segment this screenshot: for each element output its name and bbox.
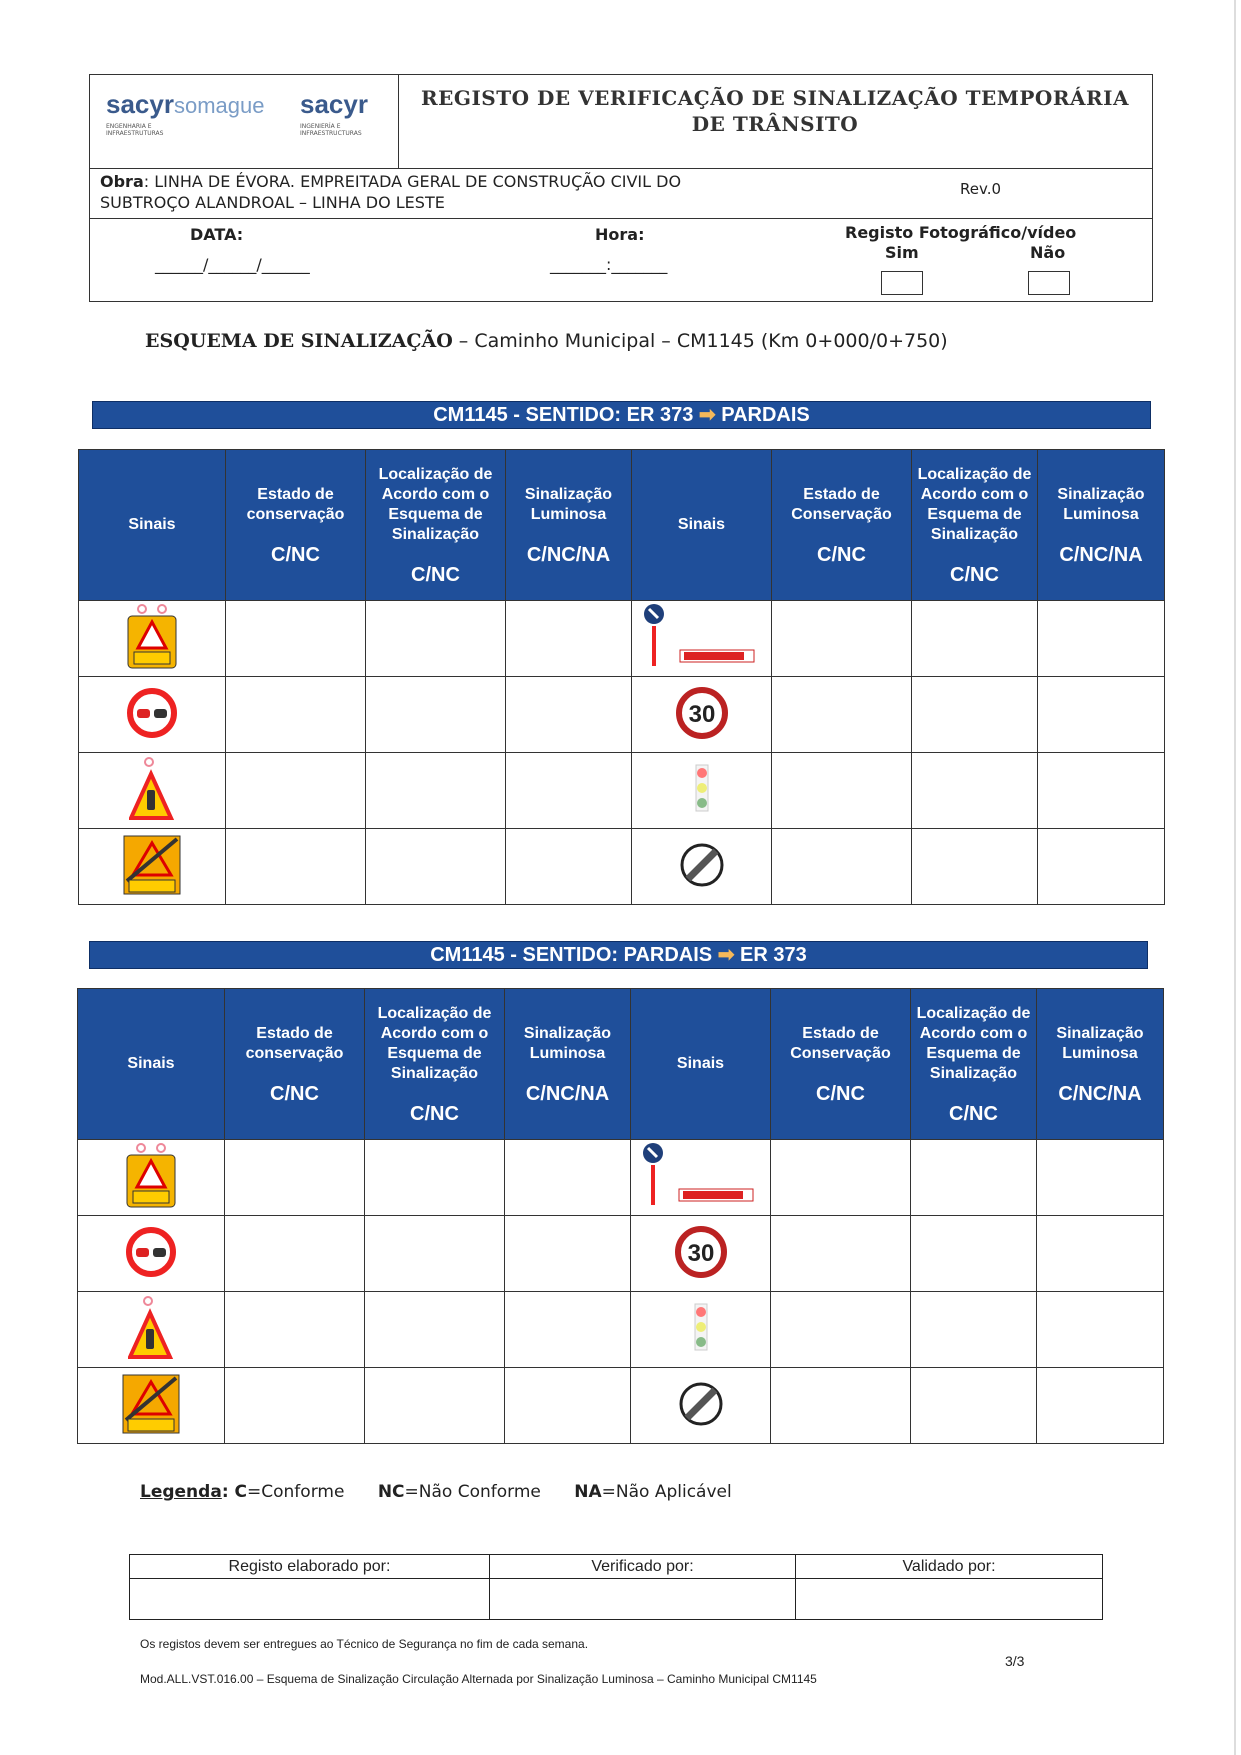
check-cell[interactable] [1037,1292,1164,1368]
check-cell[interactable] [1038,753,1165,829]
check-cell[interactable] [365,1140,505,1216]
table-row [79,677,1165,753]
check-cell[interactable] [771,1292,911,1368]
table-row [79,753,1165,829]
traffic-light-icon [692,1338,710,1357]
check-cell[interactable] [911,1368,1037,1444]
speed-limit-30-sign-icon [675,700,729,744]
check-cell[interactable] [225,1140,365,1216]
verificado-field[interactable] [490,1579,796,1620]
check-cell[interactable] [506,829,632,905]
check-cell[interactable] [912,677,1038,753]
elaborado-field[interactable] [130,1579,490,1620]
table-row [78,1140,1164,1216]
check-cell[interactable] [505,1292,631,1368]
sign-cell [79,601,226,677]
no-overtaking-sign-icon [125,1263,177,1282]
check-cell[interactable] [912,601,1038,677]
logo-subtitle: ENGENHARIA E INFRAESTRUTURAS [106,123,164,137]
sign-cell [632,601,772,677]
check-cell[interactable] [912,753,1038,829]
check-cell[interactable] [226,677,366,753]
column-header: Estado de conservação C/NC [225,989,365,1140]
page-edge [1234,0,1236,1755]
end-of-works-sign-icon [122,1419,180,1438]
sign-cell [79,753,226,829]
column-header: Sinalização Luminosa C/NC/NA [1037,989,1164,1140]
sign-cell [631,1140,771,1216]
check-cell[interactable] [772,601,912,677]
check-cell[interactable] [1038,677,1165,753]
validado-header: Validado por: [796,1555,1103,1579]
logo-subtitle: INGENIERÍA E INFRAESTRUCTURAS [300,123,362,137]
page-number: 3/3 [1005,1653,1025,1669]
circulacao-alternada-sign-icon [125,1194,177,1213]
check-cell[interactable] [366,677,506,753]
check-cell[interactable] [225,1216,365,1292]
check-cell[interactable] [771,1368,911,1444]
table-row [78,1216,1164,1292]
table-row [79,601,1165,677]
column-header: Sinais [632,450,772,601]
column-header: Sinais [79,450,226,601]
check-cell[interactable] [911,1292,1037,1368]
check-cell[interactable] [772,677,912,753]
sign-cell [79,677,226,753]
column-header: Estado de Conservação C/NC [771,989,911,1140]
traffic-light-warning-sign-icon [129,807,175,826]
nao-checkbox[interactable] [1028,271,1070,295]
column-header: Sinais [78,989,225,1140]
legend: Legenda: C=Conforme NC=Não Conforme NA=Não Aplicável [140,1482,732,1502]
column-header: Localização de Acordo com o Esquema de Sinalização C/NC [911,989,1037,1140]
end-of-restrictions-sign-icon [679,873,725,892]
check-cell[interactable] [1038,829,1165,905]
check-cell[interactable] [772,829,912,905]
arrow-right-icon: ➡ [698,404,716,426]
check-cell[interactable] [911,1140,1037,1216]
check-cell[interactable] [505,1368,631,1444]
elaborado-header: Registo elaborado por: [130,1555,490,1579]
form-title: REGISTO DE VERIFICAÇÃO DE SINALIZAÇÃO TEMPORÁRIA DE TRÂNSITO [421,86,1129,136]
date-field[interactable]: ______/______/______ [155,255,310,274]
check-cell[interactable] [506,677,632,753]
end-of-restrictions-sign-icon [678,1412,724,1431]
speed-limit-30-sign-icon [674,1239,728,1283]
time-field[interactable]: _______:_______ [550,255,668,274]
verification-table [77,988,1164,1444]
circulacao-alternada-sign-icon [126,655,178,674]
check-cell[interactable] [911,1216,1037,1292]
sign-cell [78,1292,225,1368]
sign-cell [631,1292,771,1368]
check-cell[interactable] [365,1368,505,1444]
sign-cell [631,1368,771,1444]
column-header: Sinais [631,989,771,1140]
check-cell[interactable] [506,753,632,829]
time-label: Hora: [595,225,645,244]
keep-right-barrier-icon [641,1194,761,1213]
check-cell[interactable] [225,1292,365,1368]
form-header [89,74,1153,302]
column-header: Localização de Acordo com o Esquema de Sinalização C/NC [912,450,1038,601]
column-header: Sinalização Luminosa C/NC/NA [506,450,632,601]
table-row [79,829,1165,905]
check-cell[interactable] [226,829,366,905]
signature-table [129,1554,1103,1620]
sign-cell [78,1368,225,1444]
column-header: Estado de conservação C/NC [226,450,366,601]
column-header: Localização de Acordo com o Esquema de Sinalização C/NC [365,989,505,1140]
keep-right-barrier-icon [642,655,762,674]
check-cell[interactable] [365,1292,505,1368]
check-cell[interactable] [505,1140,631,1216]
table-row [78,1368,1164,1444]
check-cell[interactable] [771,1140,911,1216]
check-cell[interactable] [1037,1140,1164,1216]
sign-cell [631,1216,771,1292]
validado-field[interactable] [796,1579,1103,1620]
obra-row: Obra: LINHA DE ÉVORA. EMPREITADA GERAL DE CONSTRUÇÃO CIVIL DO SUBTROÇO ALANDROAL – LINHA DO LESTE Rev.0 [90,168,1152,219]
check-cell[interactable] [226,601,366,677]
traffic-light-warning-sign-icon [128,1346,174,1365]
sign-cell [632,753,772,829]
check-cell[interactable] [366,753,506,829]
check-cell[interactable] [366,829,506,905]
sign-cell [78,1140,225,1216]
check-cell[interactable] [1037,1216,1164,1292]
check-cell[interactable] [1038,601,1165,677]
direction-bar: CM1145 - SENTIDO: ER 373 ➡ PARDAIS [92,401,1151,429]
table-row [78,1292,1164,1368]
check-cell[interactable] [1037,1368,1164,1444]
company-logos [90,75,399,168]
check-cell[interactable] [505,1216,631,1292]
sim-checkbox[interactable] [881,271,923,295]
sign-cell [632,829,772,905]
check-cell[interactable] [772,753,912,829]
sign-cell [632,677,772,753]
direction-bar: CM1145 - SENTIDO: PARDAIS ➡ ER 373 [89,941,1148,969]
check-cell[interactable] [506,601,632,677]
nao-label: Não [1030,243,1066,262]
date-label: DATA: [190,225,244,244]
model-reference: Mod.ALL.VST.016.00 – Esquema de Sinalização Circulação Alternada por Sinalização Luminosa – Caminho Municipal CM1145 [140,1672,817,1686]
svg-text:30: 30 [687,1239,714,1267]
sim-label: Sim [885,243,919,262]
sacyr-somague-logo: sacyrsomague [106,89,265,119]
traffic-light-icon [693,799,711,818]
svg-text:30: 30 [688,700,715,728]
check-cell[interactable] [771,1216,911,1292]
sacyr-logo: sacyr [300,89,368,119]
check-cell[interactable] [912,829,1038,905]
column-header: Localização de Acordo com o Esquema de Sinalização C/NC [366,450,506,601]
no-overtaking-sign-icon [126,724,178,743]
end-of-works-sign-icon [123,880,181,899]
scheme-title: ESQUEMA DE SINALIZAÇÃO – Caminho Municipal – CM1145 (Km 0+000/0+750) [145,330,948,352]
verification-table [78,449,1165,905]
arrow-right-icon: ➡ [717,944,735,966]
photo-record-label: Registo Fotográfico/vídeo [845,223,1077,242]
sign-cell [78,1216,225,1292]
verificado-header: Verificado por: [490,1555,796,1579]
check-cell[interactable] [365,1216,505,1292]
column-header: Estado de Conservação C/NC [772,450,912,601]
check-cell[interactable] [366,601,506,677]
footer-note: Os registos devem ser entregues ao Técnico de Segurança no fim de cada semana. [140,1637,589,1651]
column-header: Sinalização Luminosa C/NC/NA [1038,450,1165,601]
column-header: Sinalização Luminosa C/NC/NA [505,989,631,1140]
check-cell[interactable] [225,1368,365,1444]
sign-cell [79,829,226,905]
check-cell[interactable] [226,753,366,829]
revision: Rev.0 [960,180,1002,198]
